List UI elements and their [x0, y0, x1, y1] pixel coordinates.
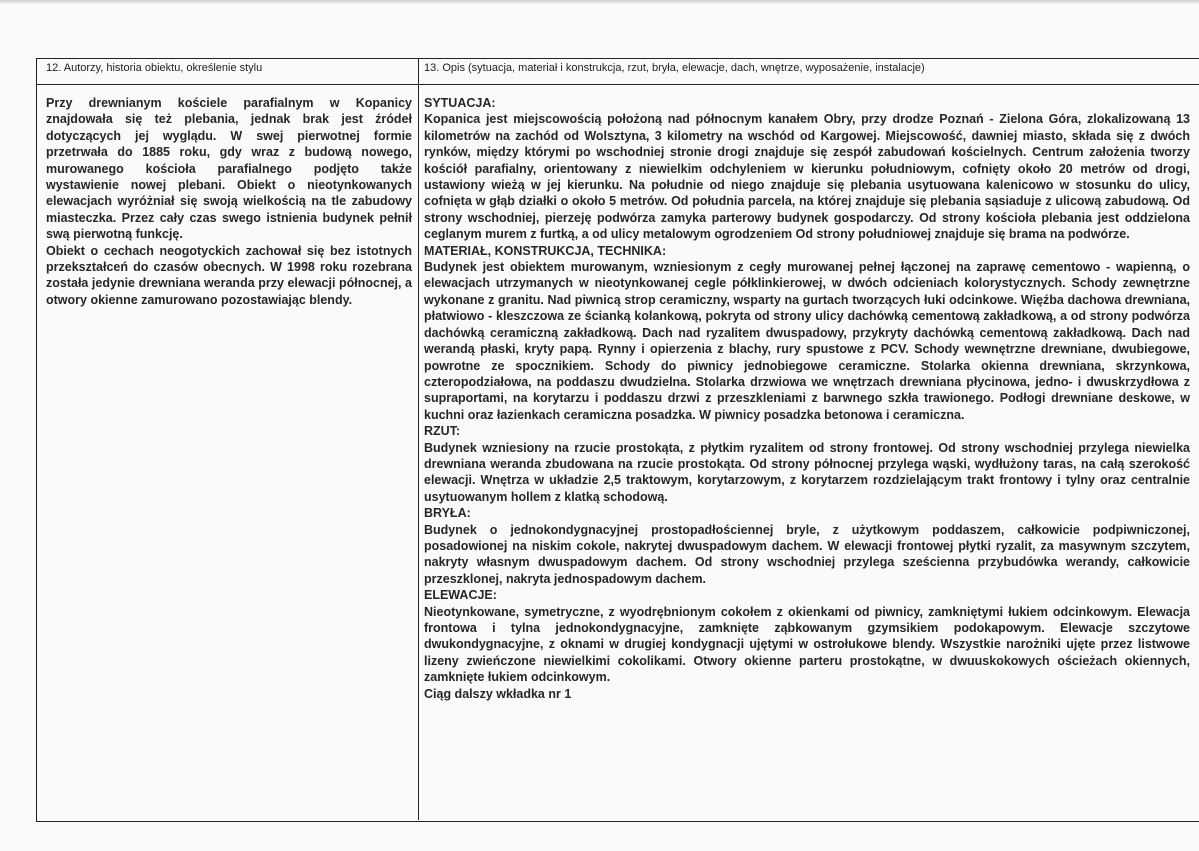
description-text: [424, 95, 1190, 702]
section-text-sytuacja: Kopanica jest miejscowością położoną nad północnym kanałem Obry, przy drodze Poznań - Zielona Góra, zlokalizowaną 13 kilometrów na zachód od Wolsztyna, 3 kilometry na wschód od Kargowej. Miejscowość, dawniej miasto, składa się z dwóch rynków, między którymi po wschodniej stronie drogi znajduje się zespół zabudowań kościelnych. Centrum założenia tworzy kościół parafialny, orientowany z niewielkim odchyleniem w kierunku południowym, cofnięty około 20 metrów od drogi, ustawiony wieżą w jej kierunku. Na południe od niego znajduje się plebania usytuowana kalenicowo w stosunku do ulicy, cofnięta w głąb działki o około 5 metrów. Od południa parcela, na której znajduje się plebania sąsiaduje z ulicową zabudową. Od strony wschodniej, pierzeję podwórza zamyka parterowy budynek gospodarczy. Od strony kościoła plebania jest oddzielona ceglanym murem z furtką, a od ulicy metalowym ogrodzeniem Od strony południowej znajduje się brama na podwórze.: [424, 112, 1190, 242]
left-column-header: 12. Autorzy, historia obiektu, określenie stylu: [46, 62, 263, 74]
section-heading-sytuacja: SYTUACJA:: [424, 96, 496, 110]
section-text-bryla: Budynek o jednokondygnacyjnej prostopadłościennej bryle, z użytkowym poddaszem, całkowicie podpiwniczonej, posadowionej na niskim cokole, nakrytej dwuspadowym dachem. W elewacji frontowej płytki ryzalit, za masywnym szczytem, nakryty własnym dwuspadowym dachem. Od strony wschodniej przylega sześcienna przybudówka werandy, całkowicie przeszklonej, nakryta jednospadowym dachem.: [424, 522, 1190, 586]
section-heading-elewacje: ELEWACJE:: [424, 588, 497, 603]
history-paragraph: Przy drewnianym kościele parafialnym w Kopanicy znajdowała się też plebania, jednak brak jest źródeł dotyczących jej wyglądu. W swej pierwotnej formie przetrwała do 1885 roku, gdy wraz z budową nowego, murowanego kościoła parafialnego podjęto także wystawienie nowej plebani. Obiekt o nieotynkowanych elewacjach wyróżniał się swoją wielkością na tle zabudowy miasteczka. Przez cały czas swego istnienia budynek pełnił swą pierwotną funkcję.: [46, 96, 412, 242]
section-heading-bryla: BRYŁA:: [424, 506, 471, 521]
column-divider: [418, 58, 419, 820]
section-heading-material: MATERIAŁ, KONSTRUKCJA, TECHNIKA:: [424, 243, 667, 258]
continuation-note: Ciąg dalszy wkładka nr 1: [424, 686, 572, 701]
right-column-header: 13. Opis (sytuacja, materiał i konstrukcja, rzut, bryła, elewacje, dach, wnętrze, wyposażenie, instalacje): [424, 62, 925, 74]
history-text: [46, 95, 412, 308]
history-paragraph: Obiekt o cechach neogotyckich zachował się bez istotnych przekształceń do czasów obecnych. W 1998 roku rozebrana została jedynie drewniana weranda przy elewacji północnej, a otwory okienne zamurowano pozostawiając blendy.: [46, 243, 412, 307]
section-text-elewacje: Nieotynkowane, symetryczne, z wyodrębnionym cokołem z okienkami od piwnicy, zamkniętymi łukiem odcinkowym. Elewacja frontowa i tylna jednokondygnacyjne, zamknięte ząbkowanym gzymsikiem podokapowym. Elewacje szczytowe dwukondygnacyjne, z oknami w drugiej kondygnacji ujętymi w ostrołukowe blendy. Wszystkie narożniki ujęte przez listwowe lizeny zwieńczone niewielkimi cokolikami. Otwory okienne parteru prostokątne, w dwuuskokowych ościeżach okiennych, zamknięte łukiem odcinkowym.: [424, 604, 1190, 685]
section-text-material: Budynek jest obiektem murowanym, wzniesionym z cegły murowanej pełnej łączonej na zaprawę cementowo - wapienną, o elewacjach utrzymanych w nieotynkowanej cegle półklinkierowej, w dwóch odcieniach kolorystycznych. Schody zewnętrzne wykonane z granitu. Nad piwnicą strop ceramiczny, wsparty na gurtach tworzących łuki odcinkowe. Więźba dachowa drewniana, płatwiowo - kleszczowa ze ścianką kolankową, pokryta od strony ulicy dachówką cementową zakładkową, a od strony podwórza dachówką ceramiczną zakładkową. Dach nad ryzalitem dwuspadowy, przykryty dachówką cementową zakładkową. Dach nad werandą płaski, kryty papą. Rynny i opierzenia z blachy, rury spustowe z PCV. Schody wewnętrzne drewniane, dwubiegowe, powrotne ze spocznikiem. Schody do piwnicy jednobiegowe ceramiczne. Stolarka okienna drewniana, skrzynkowa, czteropodziałowa, na poddaszu dwudzielna. Stolarka drzwiowa we wnętrzach drewniana płycinowa, jedno- i dwuskrzydłowa z supraportami, na korytarzu i poddaszu drzwi z przeszkleniami z barwnego szkła trawionego. Podłogi drewniane deskowe, w kuchni oraz łazienkach ceramiczna posadzka. W piwnicy posadzka betonowa i ceramiczna.: [424, 260, 1190, 422]
section-text-rzut: Budynek wzniesiony na rzucie prostokąta, z płytkim ryzalitem od strony frontowej. Od strony wschodniej przylega niewielka drewniana weranda zbudowana na rzucie prostokąta. Od strony północnej przylega wąski, wydłużony taras, na całą szerokość elewacji. Wnętrza w układzie 2,5 traktowym, korytarzowym, z korytarzem rozdzielającym trakt frontowy i tylny oraz centralnie usytuowanym hollem z klatką schodową.: [424, 440, 1190, 504]
section-heading-rzut: RZUT:: [424, 424, 461, 439]
scan-edge: [0, 0, 1199, 4]
header-separator: [36, 84, 1199, 85]
